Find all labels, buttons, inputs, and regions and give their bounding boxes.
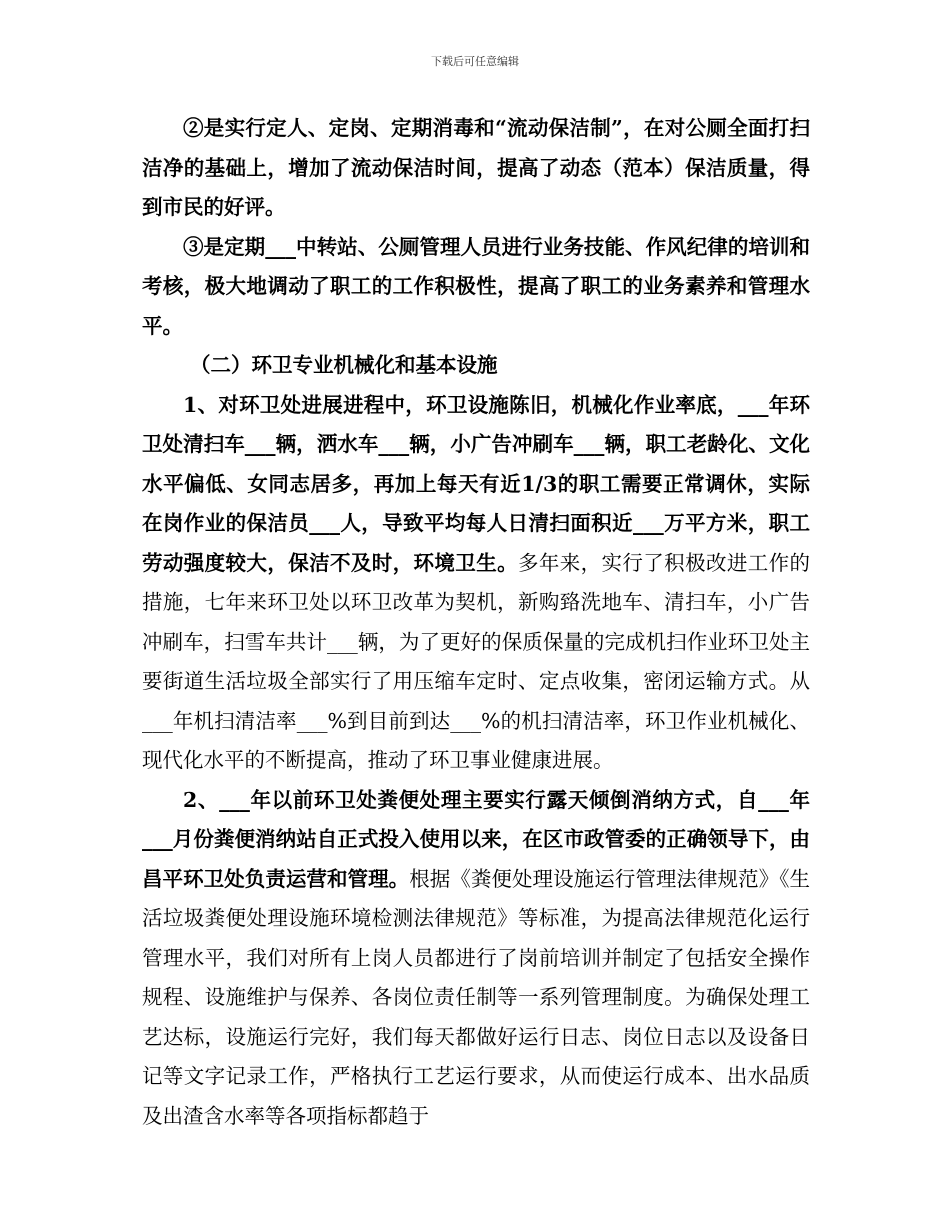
paragraph-mechanization-bold: 1、对环卫处进展进程中，环卫设施陈旧，机械化作业率底，___年环卫处清扫车___辆，洒水车___辆，小广告冲刷车___辆，职工老龄化、文化水平偏低、女同志居多，再加上每天有近1/3的职工需要正常调休，实际在岗作业的保洁员___人，导致平均每人日清扫面积近___万平方米，职工劳动强度较大，保洁不及时，环境卫生。 bbox=[142, 392, 810, 575]
page-header: 下载后可任意编辑 bbox=[431, 55, 519, 68]
paragraph-sewage bbox=[142, 781, 810, 1137]
paragraph-sewage-bold: 2、___年以前环卫处粪便处理主要实行露天倾倒消纳方式，自___年___月份粪便消纳站自正式投入使用以来，在区市政管委的正确领导下，由昌平环卫处负责运营和管理。 bbox=[142, 787, 810, 891]
section-heading: （二）环卫专业机械化和基本设施 bbox=[190, 353, 498, 377]
paragraph-3: ③是定期___中转站、公厕管理人员进行业务技能、作风纪律的培训和考核，极大地调动了职工的工作积极性，提高了职工的业务素养和管理水平。 bbox=[142, 234, 810, 338]
document-body bbox=[142, 109, 810, 1136]
paragraph-sewage-normal: 根据《粪便处理设施运行管理法律规范》《生活垃圾粪便处理设施环境检测法律规范》等标准，为提高法律规范化运行管理水平，我们对所有上岗人员都进行了岗前培训并制定了包括安全操作规程、设施维护与保养、各岗位责任制等一系列管理制度。为确保处理工艺达标，设施运行完好，我们每天都做好运行日志、岗位日志以及设备日记等文字记录工作，严格执行工艺运行要求，从而使运行成本、出水品质及出渣含水率等各项指标都趋于 bbox=[142, 866, 811, 1128]
paragraph-mechanization bbox=[142, 386, 810, 781]
paragraph-2: ②是实行定人、定岗、定期消毒和“流动保洁制”，在对公厕全面打扫洁净的基础上，增加了流动保洁时间，提高了动态（范本）保洁质量，得到市民的好评。 bbox=[142, 116, 810, 219]
paragraph-mechanization-normal: 多年来，实行了积极改进工作的措施，七年来环卫处以环卫改革为契机，新购臵洗地车、清扫车，小广告冲刷车，扫雪车共计___辆，为了更好的保质保量的完成机扫作业环卫处主要街道生活垃圾全部实行了用压缩车定时、定点收集，密闭运输方式。从___年机扫清洁率___%到目前到达___%的机扫清洁率，环卫作业机械化、现代化水平的不断提高，推动了环卫事业健康进展。 bbox=[142, 550, 811, 772]
